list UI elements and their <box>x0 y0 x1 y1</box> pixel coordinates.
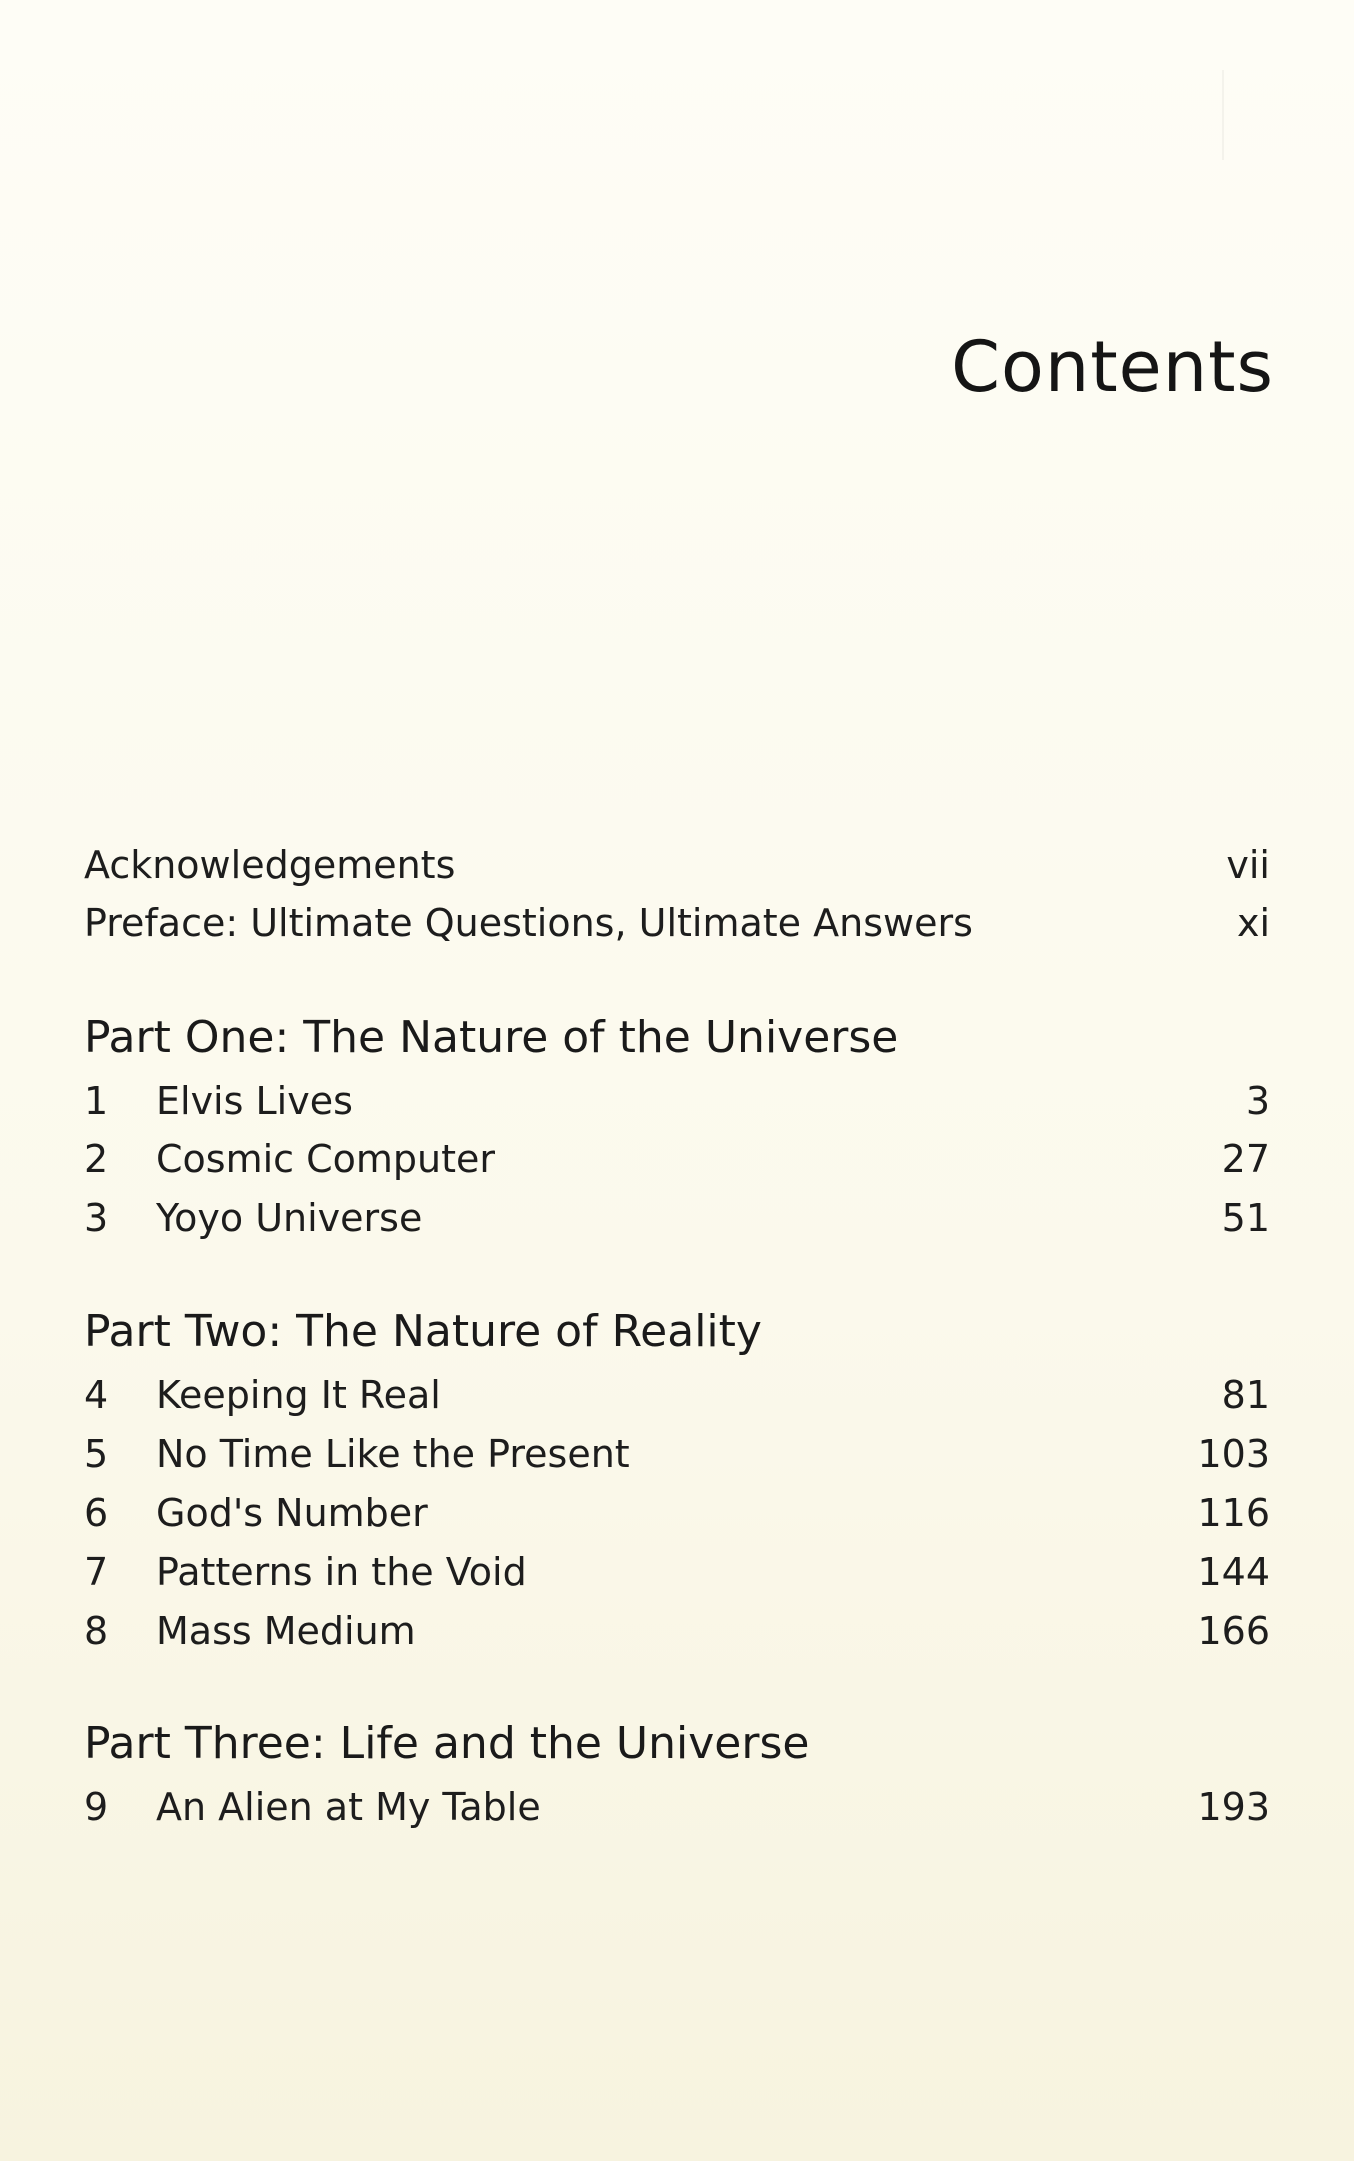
toc-entry-label: Acknowledgements <box>84 843 456 887</box>
part-heading-three: Part Three: Life and the Universe <box>84 1718 810 1769</box>
chapter-number: 4 <box>84 1373 109 1417</box>
toc-chapter-2 <box>84 1137 1270 1181</box>
chapter-number: 2 <box>84 1137 109 1181</box>
chapter-page: 193 <box>1197 1785 1270 1829</box>
chapter-page: 166 <box>1197 1609 1270 1653</box>
chapter-page: 27 <box>1221 1137 1270 1181</box>
chapter-page: 81 <box>1221 1373 1270 1417</box>
chapter-title: No Time Like the Present <box>156 1432 630 1476</box>
chapter-number: 6 <box>84 1491 109 1535</box>
chapter-number: 3 <box>84 1196 109 1240</box>
toc-chapter-5 <box>84 1432 1270 1476</box>
chapter-page: 51 <box>1221 1196 1270 1240</box>
toc-entry-preface <box>84 901 1270 945</box>
chapter-title: Elvis Lives <box>156 1079 353 1123</box>
chapter-number: 9 <box>84 1785 109 1829</box>
chapter-number: 5 <box>84 1432 109 1476</box>
toc-chapter-6 <box>84 1491 1270 1535</box>
toc-entry-acknowledgements <box>84 843 1270 887</box>
chapter-number: 8 <box>84 1609 109 1653</box>
page-crease <box>1222 70 1224 160</box>
chapter-title: Keeping It Real <box>156 1373 441 1417</box>
chapter-title: God's Number <box>156 1491 428 1535</box>
chapter-number: 7 <box>84 1550 109 1594</box>
chapter-title: Yoyo Universe <box>156 1196 423 1240</box>
chapter-number: 1 <box>84 1079 109 1123</box>
page-title: Contents <box>951 326 1274 408</box>
toc-entry-page: xi <box>1236 901 1270 945</box>
chapter-page: 103 <box>1197 1432 1270 1476</box>
chapter-title: An Alien at My Table <box>156 1785 541 1829</box>
chapter-page: 116 <box>1197 1491 1270 1535</box>
chapter-title: Patterns in the Void <box>156 1550 527 1594</box>
toc-chapter-1 <box>84 1079 1270 1123</box>
toc-chapter-9 <box>84 1785 1270 1829</box>
toc-chapter-8 <box>84 1609 1270 1653</box>
toc-entry-label: Preface: Ultimate Questions, Ultimate Answers <box>84 901 973 945</box>
chapter-title: Cosmic Computer <box>156 1137 496 1181</box>
toc-entry-page: vii <box>1226 843 1270 887</box>
chapter-title: Mass Medium <box>156 1609 416 1653</box>
chapter-page: 144 <box>1197 1550 1270 1594</box>
toc-chapter-7 <box>84 1550 1270 1594</box>
toc-chapter-4 <box>84 1373 1270 1417</box>
part-heading-one: Part One: The Nature of the Universe <box>84 1012 899 1063</box>
part-heading-two: Part Two: The Nature of Reality <box>84 1306 762 1357</box>
chapter-page: 3 <box>1245 1079 1270 1123</box>
toc-chapter-3 <box>84 1196 1270 1240</box>
